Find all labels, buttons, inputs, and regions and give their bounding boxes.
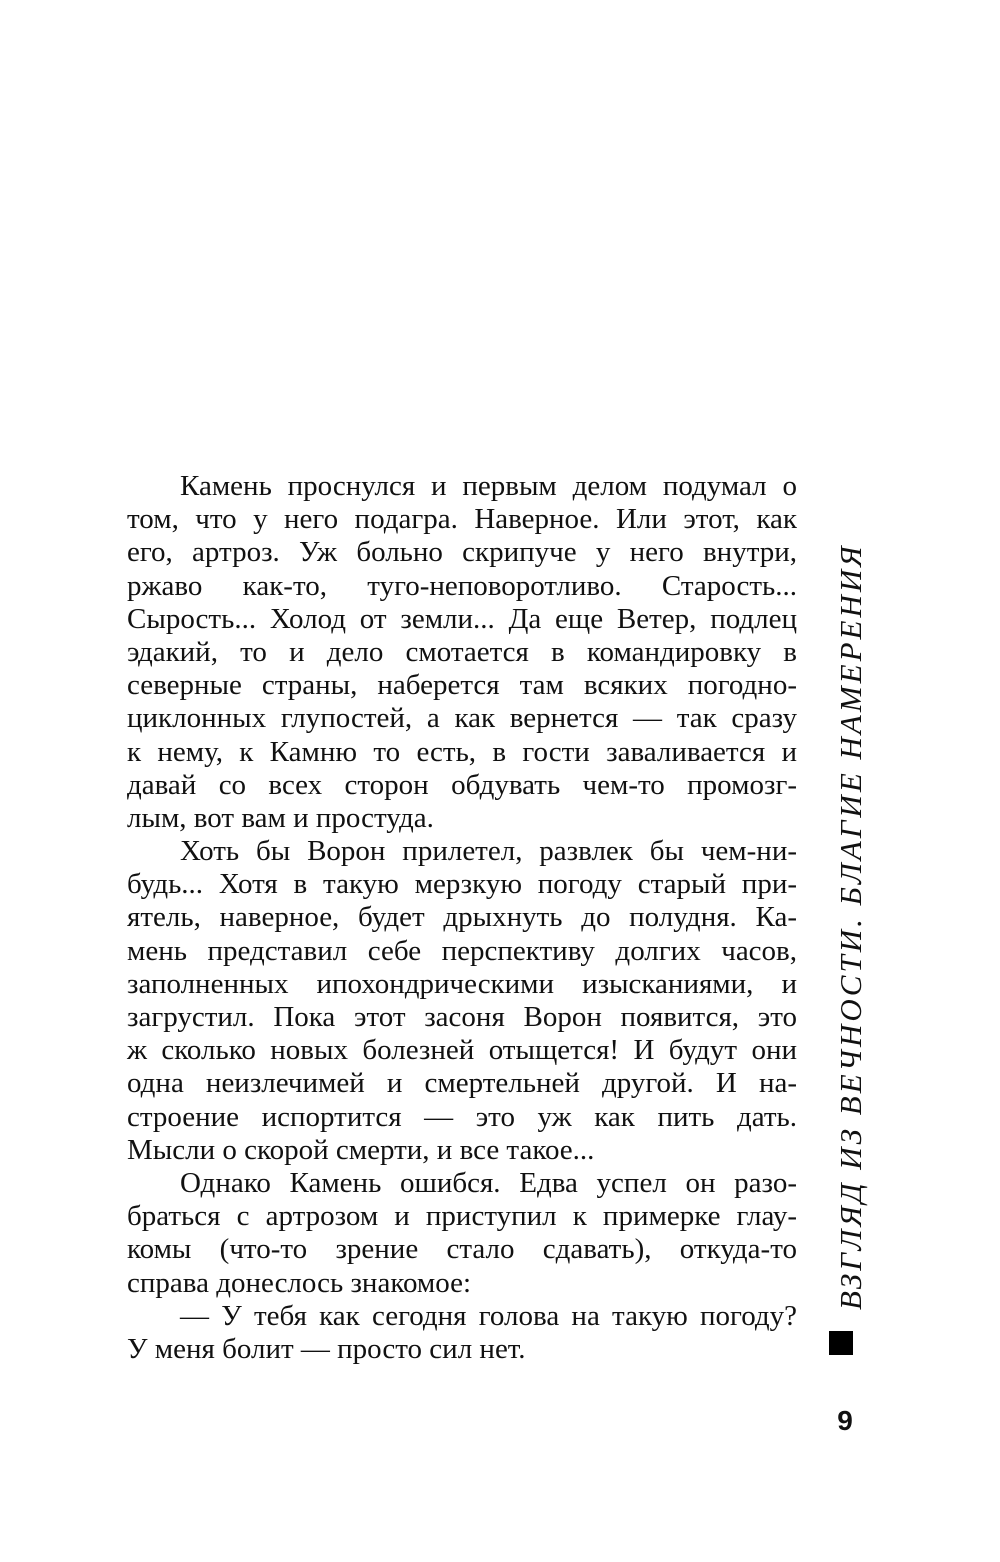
text-line: лым, вот вам и простуда.	[127, 801, 434, 834]
text-line: к нему, к Камню то есть, в гости заваливается и	[127, 735, 797, 768]
text-line: Однако Камень ошибся. Едва успел он разо-	[180, 1166, 797, 1199]
text-line: браться с артрозом и приступил к примерке глау-	[127, 1200, 797, 1233]
text-line: циклонных глупостей, а как вернется — так сразу	[127, 702, 797, 735]
text-line: мень представил себе перспективу долгих часов,	[127, 934, 797, 967]
text-line: давай со всех сторон обдувать чем-то промозг-	[127, 768, 797, 801]
text-line: ржаво как-то, туго-неповоротливо. Старость...	[127, 569, 797, 602]
text-line: Сырость... Холод от земли... Да еще Ветер, подлец	[127, 602, 797, 635]
text-line: строение испортится — это уж как пить дать.	[127, 1100, 797, 1133]
text-line: комы (что-то зрение стало сдавать), откуда-то	[127, 1233, 797, 1266]
text-line: Камень проснулся и первым делом подумал о	[180, 470, 797, 502]
text-line: заполненных ипохондрическими изысканиями, и	[127, 967, 797, 1000]
text-line: том, что у него подагра. Наверное. Или этот, как	[127, 503, 797, 536]
text-line: У меня болит — просто сил нет.	[127, 1332, 526, 1365]
running-head: ВЗГЛЯД ИЗ ВЕЧНОСТИ. БЛАГИЕ НАМЕРЕНИЯ	[833, 543, 868, 1310]
text-line: Мысли о скорой смерти, и все такое...	[127, 1133, 595, 1166]
text-line: — У тебя как сегодня голова на такую погоду?	[180, 1299, 797, 1332]
page-number: 9	[837, 1405, 853, 1436]
text-line: северные страны, наберется там всяких погодно-	[127, 669, 797, 702]
text-line: будь... Хотя в такую мерзкую погоду старый при-	[127, 868, 797, 901]
text-line: ятель, наверное, будет дрыхнуть до полудня. Ка-	[127, 901, 797, 934]
text-line: его, артроз. Уж больно скрипуче у него внутри,	[127, 536, 797, 569]
running-head-square-marker	[829, 1331, 853, 1355]
text-line: загрустил. Пока этот засоня Ворон появится, это	[127, 1001, 797, 1033]
body-text	[127, 470, 797, 1366]
text-line: ж сколько новых болезней отыщется! И будут они	[127, 1034, 797, 1067]
text-line: Хоть бы Ворон прилетел, развлек бы чем-ни-	[180, 835, 797, 868]
text-line: одна неизлечимей и смертельней другой. И на-	[127, 1067, 797, 1100]
text-line: эдакий, то и дело смотается в командировку в	[127, 635, 797, 668]
text-line: справа донеслось знакомое:	[127, 1266, 472, 1299]
